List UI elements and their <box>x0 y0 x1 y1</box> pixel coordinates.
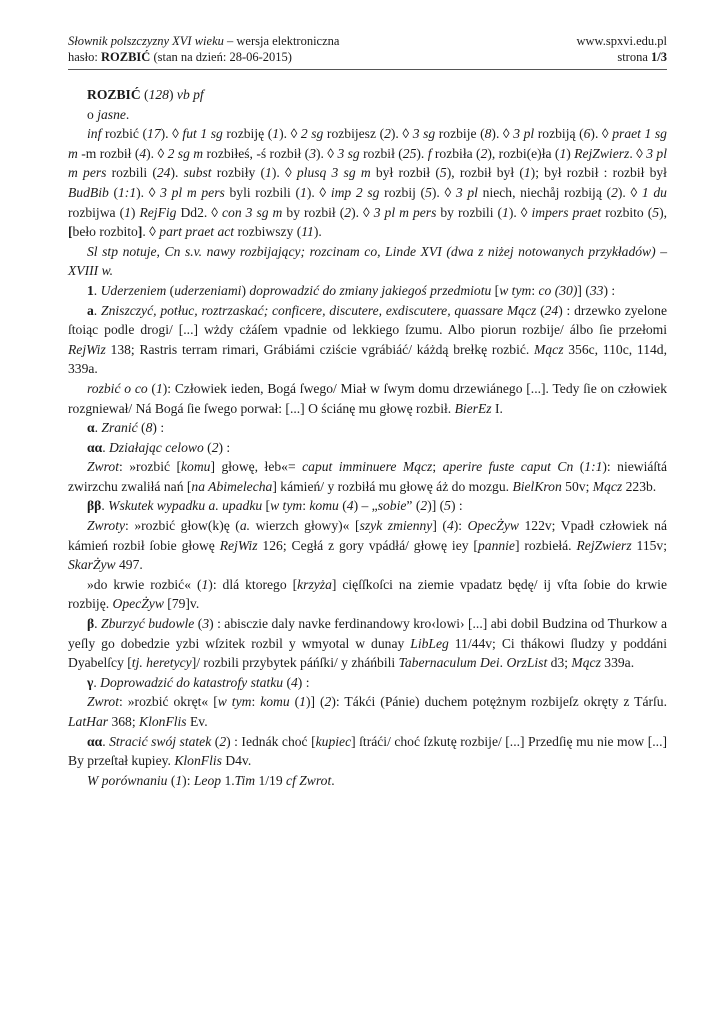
text-run: 8 <box>145 420 153 436</box>
text-run: caput imminuere Mącz <box>302 459 433 475</box>
text-run: w tym <box>499 282 532 298</box>
text-run: rozbito ( <box>601 204 653 220</box>
text-run: BierEz <box>454 400 492 416</box>
text-run: cf Zwrot <box>286 772 332 788</box>
text-run: komu <box>181 459 211 475</box>
phrases-rozbic-glowke <box>68 516 667 575</box>
text-run: ), rozbił był ( <box>446 165 524 181</box>
text-run: rozbijesz ( <box>323 126 385 142</box>
text-run: imp 2 sg <box>330 184 380 200</box>
text-run: RejZwierz <box>574 145 630 161</box>
text-run: [ <box>68 224 73 240</box>
text-run: ” ( <box>406 498 421 514</box>
text-run: : »rozbić głow(k)ę ( <box>125 518 240 534</box>
text-run: Tim <box>234 772 256 788</box>
text-run: Leop <box>193 772 222 788</box>
text-run: 2 <box>480 145 488 161</box>
text-run: 1 <box>265 165 272 181</box>
text-run: tj. heretycy <box>131 655 192 671</box>
text-run: ) : <box>152 420 165 436</box>
text-run: był rozbił ( <box>370 165 440 181</box>
text-run: ), <box>659 204 667 220</box>
text-run: . <box>102 439 109 455</box>
header-left-2 <box>68 49 292 65</box>
text-run: 50v; <box>561 478 593 494</box>
text-run: w tym <box>217 694 252 710</box>
text-run: ): <box>182 772 194 788</box>
text-run: ): niewiáſtá zwirzchu zwaliłá nań [ <box>68 459 667 494</box>
text-run: o <box>87 106 98 122</box>
page-number: 1/3 <box>651 50 667 64</box>
text-run: [79]v. <box>163 596 200 612</box>
text-run: byli rozbili ( <box>224 184 301 200</box>
text-run: ) : <box>603 282 616 298</box>
text-run: ( <box>140 87 149 102</box>
header-row-2 <box>68 49 667 65</box>
text-run: D4v. <box>221 753 252 769</box>
text-run: krzyża <box>297 576 332 592</box>
text-run: )] ( <box>305 694 325 710</box>
text-run: jasne <box>97 106 126 122</box>
text-run: ). ◊ <box>146 145 168 161</box>
text-run: rozbijwa ( <box>68 204 125 220</box>
text-run: komu <box>309 498 339 514</box>
text-run: ); był rozbił : rozbił był <box>530 165 667 181</box>
text-run: subst <box>183 165 212 181</box>
text-run: f <box>427 145 432 161</box>
text-run: 5 <box>425 184 432 200</box>
header-left-1 <box>68 33 339 49</box>
text-run: 1 <box>175 772 183 788</box>
text-run: ). <box>313 224 322 240</box>
text-run: 5 <box>444 498 451 514</box>
text-run: rozbili ( <box>106 165 157 181</box>
text-run: 3 pl <box>455 184 478 200</box>
text-run: na Abimelecha <box>191 478 273 494</box>
text-run: ] ( <box>577 282 590 298</box>
text-run: by rozbili ( <box>436 204 503 220</box>
text-run: Zburzyć budowle <box>101 616 195 632</box>
text-run: ) <box>241 282 250 298</box>
text-run: RejWiz <box>219 537 258 553</box>
text-run: . <box>93 674 101 690</box>
text-run: ). ◊ <box>617 184 642 200</box>
text-run: ) <box>168 87 177 102</box>
entry-headword-line <box>68 85 667 105</box>
text-run: inf <box>87 126 102 142</box>
text-run: 2 <box>219 733 227 749</box>
text-run: fut 1 sg <box>182 126 223 142</box>
text-run: Zwrot <box>87 459 119 475</box>
sense-beta <box>68 614 667 673</box>
sense-1a-rozbic-o-co <box>68 379 667 418</box>
text-run: con 3 sg m <box>222 204 283 220</box>
text-run: αα <box>87 733 103 749</box>
text-run: KlonFlis <box>174 753 222 769</box>
page-header <box>68 33 667 65</box>
text-run: ). ◊ <box>136 184 161 200</box>
text-run: Działając celowo <box>108 439 204 455</box>
text-run: ) : <box>218 439 231 455</box>
comparison-note <box>68 771 667 791</box>
text-run: Stracić swój statek <box>109 733 212 749</box>
text-run: ). ◊ <box>351 204 374 220</box>
text-run: rozbij ( <box>379 184 426 200</box>
edition-label: – wersja elektroniczna <box>223 34 340 48</box>
text-run: 1 du <box>641 184 667 200</box>
text-run: a <box>87 302 94 318</box>
text-run: rozbić o co <box>87 380 148 396</box>
text-run: ] kámień/ y rozbiłá mu głowę áż do mozgu. <box>272 478 513 494</box>
text-run: LibLeg <box>410 635 449 651</box>
text-run: 4 <box>290 674 298 690</box>
text-run: Mącz <box>571 655 601 671</box>
text-run: 497. <box>115 557 143 573</box>
text-run: : »rozbić [ <box>119 459 182 475</box>
text-run: ( <box>203 439 212 455</box>
text-run: Dd2. ◊ <box>176 204 223 220</box>
text-run: 11/44v; Ci thákowi ſludzy y poddáni Dyabelſcy [ <box>68 635 667 671</box>
text-run: 1 <box>559 145 567 161</box>
text-run: uderzeniami <box>174 282 242 298</box>
text-run: kupiec <box>315 733 352 749</box>
text-run: 339a. <box>600 655 635 671</box>
text-run: ). ◊ <box>315 145 338 161</box>
text-run: 8 <box>484 126 492 142</box>
text-run: ] <box>137 224 143 240</box>
phrase-rozbic-glowe <box>68 457 667 496</box>
text-run: 1 <box>272 126 280 142</box>
text-run: rozbiwszy ( <box>234 224 302 240</box>
text-run: . <box>94 420 102 436</box>
text-run: 138; Rastris terram rimari, Grábiámi cziście vgrábiáć/ káżdą brełkę rozbić. <box>105 341 535 357</box>
text-run: 223b. <box>622 478 657 494</box>
text-run: ] cięſſkoſci na ziemie vpadatz będę/ ij vſta ſobie do krwie rozbiję. <box>68 576 667 612</box>
text-run: . <box>125 106 130 122</box>
sense-gamma-alpha-alpha <box>68 732 667 771</box>
text-run: part praet act <box>159 224 235 240</box>
text-run: ) – „ <box>353 498 378 514</box>
text-run: : <box>302 498 310 514</box>
text-run: ). ◊ <box>590 126 613 142</box>
text-run: »do krwie rozbić« ( <box>87 576 202 592</box>
text-run: Mącz <box>592 478 623 494</box>
text-run: ). ◊ <box>508 204 532 220</box>
page-prefix: strona <box>617 50 652 64</box>
text-run: 6 <box>583 126 591 142</box>
text-run: 122v; Vpadł człowiek ná kámień rozbił ſobie głowę <box>68 518 667 553</box>
text-run: . <box>102 733 110 749</box>
text-run: 2 <box>324 694 332 710</box>
text-run: ) : <box>297 674 310 690</box>
text-run: ). ◊ <box>306 184 331 200</box>
text-run: ): Człowiek ieden, Bogá ſwego/ Miał w ſwym domu drzewiánego [...]. Tedy ſie on człowiek rozgniewał/ Ná Bogá ſie ſwego porwał: [...] O ściánę mu głowę rozbił. <box>68 380 668 416</box>
text-run: KlonFlis <box>139 714 187 729</box>
text-run: BielKron <box>512 478 562 494</box>
entry-sources <box>68 242 667 281</box>
text-run: 3 sg <box>412 126 436 142</box>
text-run: : <box>531 282 539 298</box>
text-run: Wskutek wypadku a. upadku <box>108 498 263 514</box>
text-run: ( <box>289 694 300 710</box>
text-run: ( <box>108 184 118 200</box>
text-run: Tabernaculum Dei <box>398 655 500 671</box>
sense-1 <box>68 281 667 301</box>
text-run: BudBib <box>68 184 109 200</box>
text-run: ( <box>194 616 203 632</box>
text-run: 1 <box>201 576 209 592</box>
text-run: 128 <box>148 87 169 102</box>
text-run: 2 sg <box>300 126 324 142</box>
text-run: szyk zmienny <box>359 518 433 534</box>
text-run: rozbiłeś, -ś rozbił ( <box>203 145 310 161</box>
text-run: . <box>499 655 507 671</box>
text-run: rozbiją ( <box>534 126 584 142</box>
text-run: ). ◊ <box>160 126 183 142</box>
header-rule <box>68 69 667 70</box>
text-run: vb pf <box>176 87 204 102</box>
text-run: 1 <box>87 282 94 298</box>
text-run: 3 <box>202 616 210 632</box>
text-run: rozbiła ( <box>431 145 481 161</box>
text-run: 3 <box>309 145 316 161</box>
text-run: pannie <box>477 537 515 553</box>
text-run: 1 <box>300 184 307 200</box>
text-run: ( <box>573 459 585 475</box>
text-run: ( <box>166 282 175 298</box>
entry-inflection <box>68 124 667 242</box>
text-run: 2 <box>384 126 391 142</box>
text-run: 24 <box>156 165 171 181</box>
text-run: co (30) <box>538 282 578 298</box>
text-run: ] rozbiełá. <box>514 537 577 553</box>
text-run: [ <box>262 498 271 514</box>
text-run: rozbiły ( <box>211 165 266 181</box>
text-run: wierzch głowy)« [ <box>250 518 360 534</box>
text-run: -m rozbił ( <box>77 145 140 161</box>
text-run: ): Tákći (Pánie) duchem potężnym rozbijeſz okręty z Tárſu. <box>331 694 668 710</box>
text-run: d3; <box>547 655 572 671</box>
entry-note <box>68 105 667 125</box>
text-run: ( <box>137 420 146 436</box>
text-run: ( <box>283 674 291 690</box>
text-run: . ◊ <box>629 145 647 161</box>
entry-prefix: hasło: <box>68 50 101 64</box>
text-run: doprowadzić do zmiany jakiegoś przedmiotu <box>249 282 492 298</box>
text-run: Ev. <box>186 714 208 729</box>
text-run: by rozbił ( <box>282 204 345 220</box>
text-run: 4 <box>139 145 147 161</box>
text-run: 1:1 <box>118 184 137 200</box>
text-run: RejZwierz <box>576 537 632 553</box>
text-run: ]/ rozbili przybytek páńſki/ y zháńbili <box>191 655 399 671</box>
text-run: ) : abisczie daly navke ferdinandowy kro‹lowi› [...] abi dobil Budzina od Thurkow a yeſly go dobedzie yzbi wſzitek rozbil y wmyotal w dunay <box>68 616 667 651</box>
text-run: . <box>93 282 101 298</box>
text-run: 2 sg m <box>167 145 204 161</box>
text-run: ) : Iednák choć [ <box>226 733 316 749</box>
text-run: ROZBIĆ <box>87 87 141 102</box>
text-run: a. <box>239 518 251 534</box>
text-run: . <box>331 772 335 788</box>
text-run: ). <box>170 165 184 181</box>
sense-beta-beta <box>68 496 667 516</box>
sense-gamma <box>68 673 667 693</box>
text-run: ] ( <box>432 518 447 534</box>
text-run: Sl stp notuje, Cn s.v. nawy rozbijający; rozcinam co, Linde XVI (dwa z niżej notowanych przykładów) – XVIII w. <box>68 243 667 279</box>
text-run: OpecŻyw <box>112 596 164 612</box>
text-run: I. <box>491 400 503 416</box>
text-run: αα <box>87 439 103 455</box>
text-run: 2 <box>344 204 352 220</box>
text-run: rozbił ( <box>359 145 403 161</box>
text-run: 3 sg <box>337 145 360 161</box>
page-indicator <box>617 49 667 65</box>
text-run: ). ◊ <box>491 126 514 142</box>
text-run: . <box>101 498 109 514</box>
text-run: 4 <box>446 518 454 534</box>
text-run: 1. <box>221 772 235 788</box>
text-run: 1 <box>155 380 163 396</box>
text-run: 126; Cegłá z gory vpádłá/ głowę iey [ <box>257 537 478 553</box>
text-run: ) : drzewko zyelone ſtoiąc podle drogi/ [...] wżdy cżáſem vpadnie od lekkiego ſzumu. Albo piorun rozbije/ álbo ſie przełomi <box>68 302 667 338</box>
text-run: 1 <box>523 165 531 181</box>
text-run: Uderzeniem <box>100 282 167 298</box>
text-run: praet 1 sg m <box>68 126 667 161</box>
text-run: LatHar <box>68 714 109 729</box>
text-run: ββ <box>87 498 102 514</box>
text-run: rozbije ( <box>435 126 485 142</box>
text-run: Zranić <box>101 420 138 436</box>
text-run: . ◊ <box>142 224 160 240</box>
text-run: Mącz <box>534 341 564 357</box>
entry-body <box>68 85 667 790</box>
text-run: 5 <box>652 204 660 220</box>
text-run: Zniszczyć, potłuc, roztrzaskać; conficere, discutere, exdiscutere, quassare Mącz <box>101 302 537 318</box>
text-run: 4 <box>346 498 354 514</box>
text-run: 3 pl m pers <box>68 145 668 181</box>
text-run: 115v; <box>631 537 667 553</box>
text-run: 11 <box>301 224 314 240</box>
text-run: plusq 3 sg m <box>296 165 371 181</box>
text-run: rozbić ( <box>101 126 148 142</box>
text-run: ( <box>147 380 156 396</box>
text-run: 17 <box>147 126 161 142</box>
text-run: α <box>87 420 95 436</box>
text-run: komu <box>260 694 290 710</box>
text-run: Zwrot <box>87 694 119 710</box>
text-run: ), rozbi(e)ła ( <box>487 145 560 161</box>
text-run: 3 pl m pers <box>160 184 225 200</box>
date-note: (stan na dzień: 28-06-2015) <box>150 50 292 64</box>
text-run: ). <box>416 145 428 161</box>
text-run: 3 pl m pers <box>373 204 437 220</box>
text-run: 1 <box>124 204 131 220</box>
text-run: OpecŻyw <box>467 518 519 534</box>
text-run: ): <box>453 518 468 534</box>
text-run: 24 <box>544 302 559 318</box>
text-run: sobie <box>377 498 407 514</box>
text-run: 2 <box>420 498 428 514</box>
text-run: 1/19 <box>255 772 287 788</box>
text-run: : »rozbić okręt« [ <box>119 694 218 710</box>
text-run: rozbiję ( <box>222 126 273 142</box>
text-run: ) <box>566 145 575 161</box>
text-run: Zwroty <box>87 518 126 534</box>
sense-1a <box>68 301 667 379</box>
text-run: β <box>87 616 95 632</box>
text-run: 356c, 110c, 114d, 339a. <box>68 341 667 377</box>
text-run: ): dlá ktorego [ <box>208 576 298 592</box>
dictionary-title: Słownik polszczyzny XVI wieku <box>68 34 224 48</box>
text-run: w tym <box>270 498 303 514</box>
text-run: : <box>251 694 261 710</box>
text-run: 5 <box>439 165 447 181</box>
text-run: impers praet <box>531 204 602 220</box>
text-run: ). ◊ <box>431 184 456 200</box>
text-run: 25 <box>402 145 417 161</box>
text-run: ( <box>536 302 545 318</box>
header-row-1 <box>68 33 667 49</box>
text-run: Doprowadzić do katastrofy statku <box>100 674 284 690</box>
text-run: 33 <box>589 282 604 298</box>
text-run: . <box>93 302 102 318</box>
text-run: 1:1 <box>584 459 603 475</box>
text-run: W porównaniu <box>87 772 168 788</box>
text-run: ( <box>211 733 220 749</box>
text-run: RejFig <box>139 204 177 220</box>
text-run: ). ◊ <box>279 126 301 142</box>
text-run: 2 <box>211 439 219 455</box>
text-run: ; <box>432 459 443 475</box>
phrase-rozbic-okret <box>68 692 667 731</box>
text-run: 1 <box>299 694 306 710</box>
text-run: 1 <box>502 204 509 220</box>
text-run: niech, niechåj rozbiją ( <box>477 184 612 200</box>
text-run: γ <box>87 674 94 690</box>
text-run: beło rozbito <box>72 224 138 240</box>
text-run: [ <box>491 282 500 298</box>
text-run: ). ◊ <box>271 165 297 181</box>
text-run: ( <box>338 498 347 514</box>
text-run: 3 pl <box>513 126 535 142</box>
entry-word: ROZBIĆ <box>100 50 151 64</box>
text-run: RejWiz <box>68 341 106 357</box>
text-run: ) : <box>450 498 463 514</box>
text-run: 368; <box>108 714 140 729</box>
sense-alpha <box>68 418 667 438</box>
text-run: ). ◊ <box>390 126 413 142</box>
text-run: ] głowę, łeb«= <box>210 459 303 475</box>
text-run: 2 <box>611 184 618 200</box>
text-run: OrzList <box>506 655 548 671</box>
text-run: . <box>94 616 102 632</box>
text-run: )] ( <box>427 498 445 514</box>
text-run: aperire fuste caput Cn <box>442 459 574 475</box>
text-run: ( <box>167 772 176 788</box>
text-run: ] ſtráći/ choć ſzkutę rozbije/ [...] Przedſię mu nie mow [...] By przeſtał kupiey. <box>68 733 668 769</box>
text-run: SkarŻyw <box>68 557 116 573</box>
site-url: www.spxvi.edu.pl <box>576 34 667 48</box>
sense-alpha-alpha <box>68 438 667 458</box>
phrase-do-krwie <box>68 575 667 614</box>
text-run: ) <box>130 204 140 220</box>
